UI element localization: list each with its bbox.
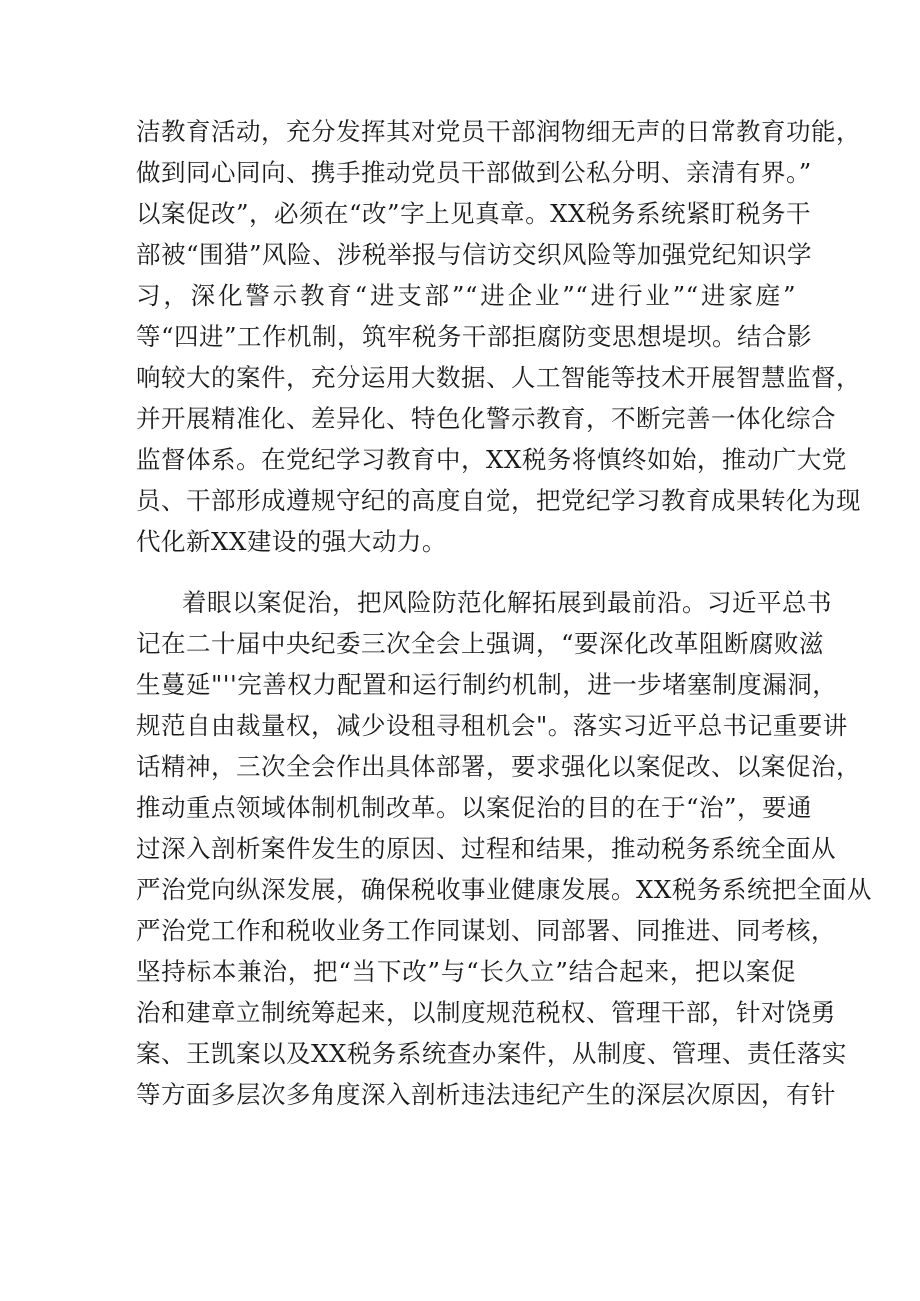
- text-line: 推动重点领域体制机制改革。以案促治的目的在于“治”，要通: [136, 793, 813, 822]
- text-line: 等“四进”工作机制，筑牢税务干部拒腐防变思想堤坝。结合影: [136, 322, 813, 351]
- text-line: 代化新XX建设的强大动力。: [136, 527, 447, 556]
- text-line: 洁教育活动，充分发挥其对党员干部润物细无声的日常教育功能，: [136, 117, 861, 146]
- text-line: 着眼以案促治，把风险防范化解拓展到最前沿。习近平总书: [182, 588, 832, 617]
- text-line: 案、王凯案以及XX税务系统查办案件，从制度、管理、责任落实: [136, 1039, 847, 1068]
- text-line: 记在二十届中央纪委三次全会上强调，“要深化改革阻断腐败滋: [136, 629, 825, 658]
- text-line: 做到同心同向、携手推动党员干部做到公私分明、亲清有界。”: [136, 158, 812, 187]
- text-line: 坚持标本兼治，把“当下改”与“长久立”结合起来，把以案促: [136, 957, 796, 986]
- text-line: 治和建章立制统筹起来，以制度规范税权、管理干部，针对饶勇: [136, 998, 836, 1027]
- text-line: 监督体系。在党纪学习教育中，XX税务将慎终如始，推动广大党: [136, 445, 847, 474]
- text-line: 严治党向纵深发展，确保税收事业健康发展。XX税务系统把全面从: [136, 875, 872, 904]
- text-line: 习，深化警示教育“进支部”“进企业”“进行业”“进家庭”: [136, 281, 796, 310]
- text-line: 响较大的案件，充分运用大数据、人工智能等技术开展智慧监督，: [136, 363, 861, 392]
- text-line: 员、干部形成遵规守纪的高度自觉，把党纪学习教育成果转化为现: [136, 486, 861, 515]
- text-line: 部被“围猎”风险、涉税举报与信访交织风险等加强党纪知识学: [136, 240, 813, 269]
- text-line: 以案促改”，必须在“改”字上见真章。XX税务系统紧盯税务干: [136, 199, 811, 228]
- text-line: 严治党工作和税收业务工作同谋划、同部署、同推进、同考核，: [136, 916, 836, 945]
- text-line: 话精神，三次全会作出具体部署，要求强化以案促改、以案促治，: [136, 752, 861, 781]
- text-line: 并开展精准化、差异化、特色化警示教育，不断完善一体化综合: [136, 404, 836, 433]
- text-line: 过深入剖析案件发生的原因、过程和结果，推动税务系统全面从: [136, 834, 836, 863]
- text-line: 规范自由裁量权，减少设租寻租机会"。落实习近平总书记重要讲: [136, 711, 848, 740]
- text-line: 生蔓延"''完善权力配置和运行制约机制，进一步堵塞制度漏洞，: [136, 670, 838, 699]
- text-line: 等方面多层次多角度深入剖析违法违纪产生的深层次原因，有针: [136, 1080, 836, 1109]
